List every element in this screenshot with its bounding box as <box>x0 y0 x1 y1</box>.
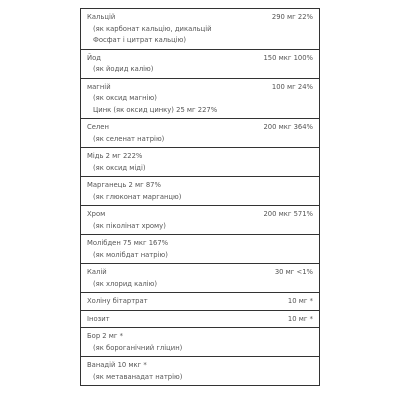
nutrient-source: Цинк (як оксид цинку) 25 мг 227% <box>93 105 218 114</box>
nutrient-row-potassium <box>81 264 319 293</box>
nutrient-source: (як бороганічний гліцин) <box>93 343 183 352</box>
nutrient-amount: 200 мкг 364% <box>263 123 313 131</box>
nutrient-amount: 10 мг * <box>287 314 313 323</box>
nutrient-name: Бор 2 мг * <box>87 332 124 340</box>
nutrient-source: (як метаванадат натрію) <box>93 372 183 381</box>
nutrient-name: Йод <box>87 53 101 62</box>
nutrient-source: (як глюконат марганцю) <box>93 192 182 201</box>
nutrient-amount: 290 мг 22% <box>271 13 313 21</box>
nutrition-table <box>80 8 320 386</box>
nutrient-row-inositol <box>81 311 319 329</box>
nutrient-row-selenium <box>81 119 319 148</box>
nutrient-source: (як йодид калію) <box>93 65 154 73</box>
nutrient-name: Мідь 2 мг 222% <box>87 152 143 160</box>
nutrient-source: (як піколінат хрому) <box>93 221 166 230</box>
nutrient-name: Ванадій 10 мкг * <box>87 361 147 369</box>
nutrient-amount: 30 мг <1% <box>274 268 313 276</box>
nutrient-row-choline <box>81 293 319 311</box>
nutrient-row-vanadium <box>81 357 319 386</box>
nutrient-source: (як оксид міді) <box>93 163 146 172</box>
nutrient-source: (як карбонат кальцію, дикальцій <box>93 24 212 33</box>
nutrient-source: (як оксид магнію) <box>93 94 157 102</box>
nutrient-name: Селен <box>87 123 109 131</box>
nutrient-name: Калій <box>87 268 107 276</box>
nutrient-row-manganese <box>81 177 319 206</box>
nutrient-name: Кальцій <box>87 13 116 21</box>
nutrient-row-chromium <box>81 206 319 235</box>
nutrient-amount: 200 мкг 571% <box>263 210 313 218</box>
nutrient-row-magnesium <box>81 79 319 120</box>
nutrient-row-calcium <box>81 9 319 50</box>
nutrient-source: Фосфат і цитрат кальцію) <box>93 36 187 44</box>
nutrient-name: Холіну бітартрат <box>87 297 148 305</box>
nutrient-amount: 100 мг 24% <box>271 82 313 91</box>
nutrient-name: Марганець 2 мг 87% <box>87 181 161 189</box>
nutrient-row-iodine <box>81 50 319 79</box>
nutrient-name: магній <box>87 82 111 91</box>
nutrient-source: (як селенат натрію) <box>93 134 165 143</box>
nutrient-source: (як молібдат натрію) <box>93 250 168 259</box>
nutrient-row-boron <box>81 328 319 357</box>
nutrient-source: (як хлорид калію) <box>93 279 157 288</box>
nutrient-name: Інозит <box>87 314 110 323</box>
nutrient-name: Молібден 75 мкг 167% <box>87 239 169 247</box>
nutrient-amount: 10 мг * <box>287 297 313 305</box>
nutrient-row-copper <box>81 148 319 177</box>
nutrient-row-molybdenum <box>81 235 319 264</box>
nutrient-name: Хром <box>87 210 106 218</box>
nutrient-amount: 150 мкг 100% <box>263 53 313 62</box>
